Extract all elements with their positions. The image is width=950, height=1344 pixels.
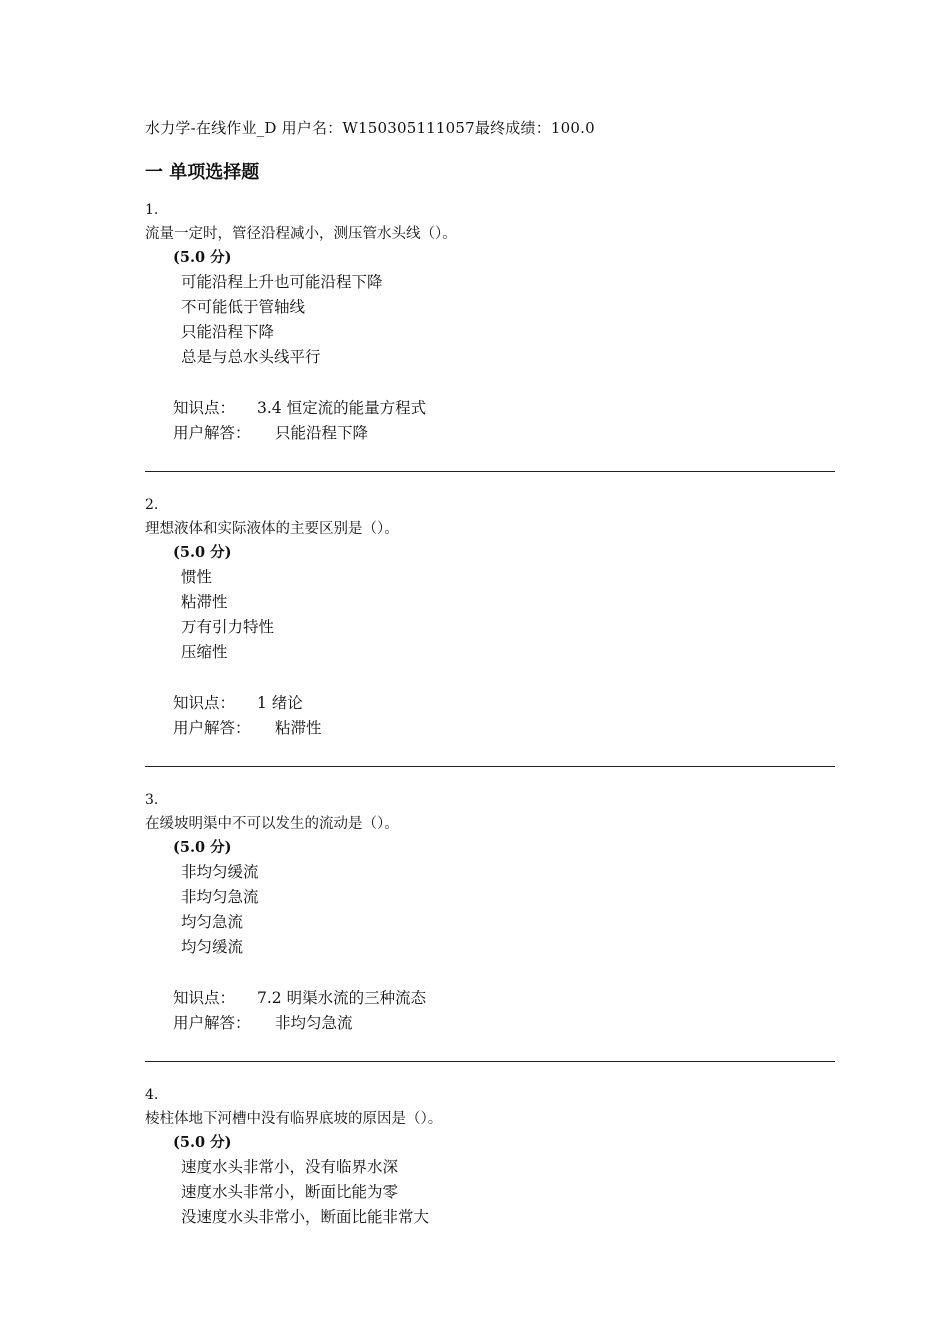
option-item: 只能沿程下降 [181, 323, 275, 341]
option-item: 速度水头非常小，没有临界水深 [181, 1158, 399, 1176]
option-item: 不可能低于管轴线 [181, 298, 306, 316]
option-item: 万有引力特性 [181, 618, 275, 636]
question-text: 流量一定时，管径沿程减小，测压管水头线（）。 [145, 226, 457, 242]
option-list [181, 1155, 429, 1230]
option-item: 总是与总水头线平行 [181, 348, 321, 366]
knowledge-row [173, 986, 426, 1011]
answer-row [173, 716, 322, 741]
option-list [181, 565, 274, 665]
answer-label: 用户解答： [173, 424, 251, 442]
answer-row [173, 421, 426, 446]
answer-value: 非均匀急流 [275, 1014, 353, 1032]
question-text: 棱柱体地下河槽中没有临界底坡的原因是（）。 [145, 1111, 443, 1127]
question-score: (5.0 分) [173, 839, 232, 856]
question-score: (5.0 分) [173, 544, 232, 561]
question-meta [173, 986, 426, 1036]
knowledge-value: 7.2 明渠水流的三种流态 [257, 989, 427, 1007]
answer-row [173, 1011, 426, 1036]
option-item: 非均匀急流 [181, 888, 259, 906]
question-score: (5.0 分) [173, 249, 232, 266]
document-header: 水力学-在线作业_D 用户名：W150305111057最终成绩：100.0 [145, 119, 595, 137]
question-number: 2. [145, 497, 159, 513]
question-text: 理想液体和实际液体的主要区别是（）。 [145, 521, 399, 537]
option-item: 均匀缓流 [181, 938, 244, 956]
question-number: 4. [145, 1087, 159, 1103]
question-divider [145, 766, 835, 767]
question-number: 1. [145, 202, 159, 218]
question-divider [145, 471, 835, 472]
question-score: (5.0 分) [173, 1134, 232, 1151]
knowledge-label: 知识点： [173, 694, 236, 712]
answer-label: 用户解答： [173, 1014, 251, 1032]
question-text: 在缓坡明渠中不可以发生的流动是（）。 [145, 816, 399, 832]
section-title: 一 单项选择题 [145, 162, 260, 183]
knowledge-row [173, 691, 322, 716]
option-list [181, 860, 259, 960]
answer-value: 粘滞性 [275, 719, 322, 737]
option-item: 可能沿程上升也可能沿程下降 [181, 273, 383, 291]
question-meta [173, 691, 322, 741]
question-meta [173, 396, 426, 446]
option-item: 压缩性 [181, 643, 228, 661]
knowledge-label: 知识点： [173, 399, 236, 417]
option-item: 均匀急流 [181, 913, 244, 931]
option-list [181, 270, 383, 370]
option-item: 惯性 [181, 568, 213, 586]
knowledge-value: 1 绪论 [257, 694, 303, 712]
answer-label: 用户解答： [173, 719, 251, 737]
option-item: 非均匀缓流 [181, 863, 259, 881]
option-item: 粘滞性 [181, 593, 228, 611]
option-item: 速度水头非常小，断面比能为零 [181, 1183, 399, 1201]
knowledge-value: 3.4 恒定流的能量方程式 [257, 399, 427, 417]
knowledge-row [173, 396, 426, 421]
option-item: 没速度水头非常小，断面比能非常大 [181, 1208, 430, 1226]
question-divider [145, 1061, 835, 1062]
knowledge-label: 知识点： [173, 989, 236, 1007]
answer-value: 只能沿程下降 [275, 424, 369, 442]
question-number: 3. [145, 792, 159, 808]
